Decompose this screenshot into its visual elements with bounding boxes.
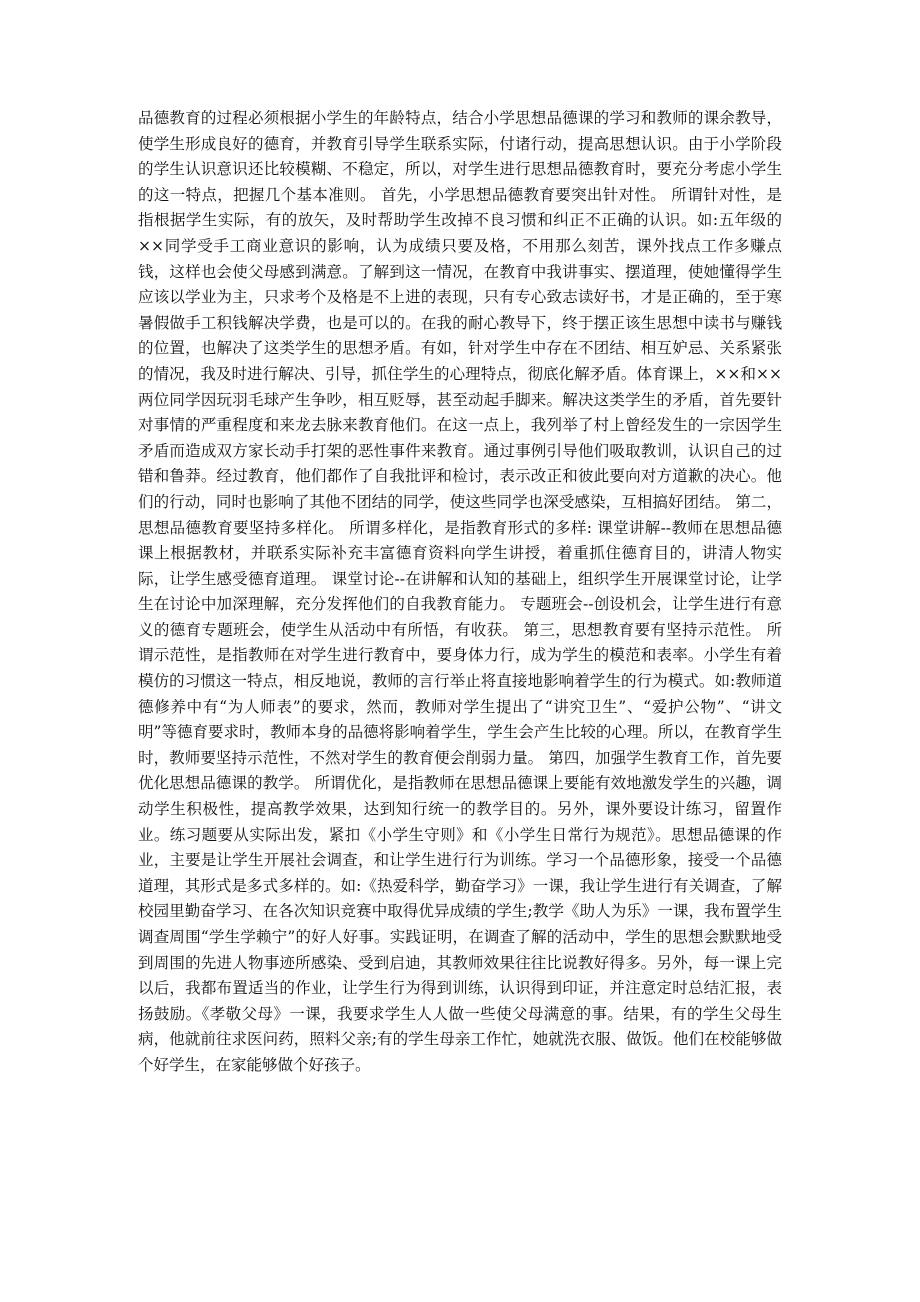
body-paragraph: 品德教育的过程必须根据小学生的年龄特点，结合小学思想品德课的学习和教师的课余教导，使学生形成良好的德育，并教育引导学生联系实际，付诸行动，提高思想认识。由于小学阶段的学生认识意识还比较模糊、不稳定，所以，对学生进行思想品德教育时，要充分考虑小学生的这一特点，把握几个基本准则。 首先，小学思想品德教育要突出针对性。 所谓针对性，是指根据学生实际，有的放矢，及时帮助学生改掉不良习惯和纠正不正确的认识。如:五年级的××同学受手工商业意识的影响，认为成绩只要及格，不用那么刻苦，课外找点工作多赚点钱，这样也会使父母感到满意。了解到这一情况，在教育中我讲事实、摆道理，使她懂得学生应该以学业为主，只求考个及格是不上进的表现，只有专心致志读好书，才是正确的，至于寒暑假做手工积钱解决学费，也是可以的。在我的耐心教导下，终于摆正该生思想中读书与赚钱的位置，也解决了这类学生的思想矛盾。有如，针对学生中存在不团结、相互妒忌、关系紧张的情况，我及时进行解决、引导，抓住学生的心理特点，彻底化解矛盾。体育课上，××和××两位同学因玩羽毛球产生争吵，相互贬辱，甚至动起手脚来。解决这类学生的矛盾，首先要针对事情的严重程度和来龙去脉来教育他们。在这一点上，我列举了村上曾经发生的一宗因学生矛盾而造成双方家长动手打架的恶性事件来教育。通过事例引导他们吸取教训，认识自己的过错和鲁莽。经过教育，他们都作了自我批评和检讨，表示改正和彼此要向对方道歉的决心。他们的行动，同时也影响了其他不团结的同学，使这些同学也深受感染，互相搞好团结。 第二，思想品德教育要坚持多样化。 所谓多样化，是指教育形式的多样: 课堂讲解--教师在思想品德课上根据教材，并联系实际补充丰富德育资料向学生讲授，着重抓住德育目的，讲清人物实际，让学生感受德育道理。 课堂讨论--在讲解和认知的基础上，组织学生开展课堂讨论，让学生在讨论中加深理解，充分发挥他们的自我教育能力。 专题班会--创设机会，让学生进行有意义的德育专题班会，使学生从活动中有所悟，有收获。 第三，思想教育要有坚持示范性。 所谓示范性，是指教师在对学生进行教育中，要身体力行，成为学生的模范和表率。小学生有着模仿的习惯这一特点，相反地说，教师的言行举止将直接地影响着学生的行为模式。如:教师道德修养中有“为人师表”的要求，然而，教师对学生提出了“讲究卫生”、“爱护公物”、“讲文明”等德育要求时，教师本身的品德将影响着学生，学生会产生比较的心理。所以，在教育学生时，教师要坚持示范性，不然对学生的教育便会削弱力量。 第四，加强学生教育工作，首先要优化思想品德课的教学。 所谓优化，是指教师在思想品德课上要能有效地激发学生的兴趣，调动学生积极性，提高教学效果，达到知行统一的教学目的。另外，课外要设计练习，留置作业。练习题要从实际出发，紧扣《小学生守则》和《小学生日常行为规范》。思想品德课的作业，主要是让学生开展社会调查，和让学生进行行为训练。学习一个品德形象，接受一个品德道理，其形式是多式多样的。如:《热爱科学，勤奋学习》一课，我让学生进行有关调查，了解校园里勤奋学习、在各次知识竞赛中取得优异成绩的学生;教学《助人为乐》一课，我布置学生调查周围“学生学赖宁”的好人好事。实践证明，在调查了解的活动中，学生的思想会默默地受到周围的先进人物事迹所感染、受到启迪，其教师效果往往比说教好得多。另外，每一课上完以后，我都布置适当的作业，让学生行为得到训练，认识得到印证，并注意定时总结汇报，表扬鼓励。《孝敬父母》一课，我要求学生人人做一些使父母满意的事。结果，有的学生父母生病，他就前往求医问药，照料父亲;有的学生母亲工作忙，她就洗衣服、做饭。他们在校能够做个好学生，在家能够做个好孩子。	[138, 109, 782, 1074]
